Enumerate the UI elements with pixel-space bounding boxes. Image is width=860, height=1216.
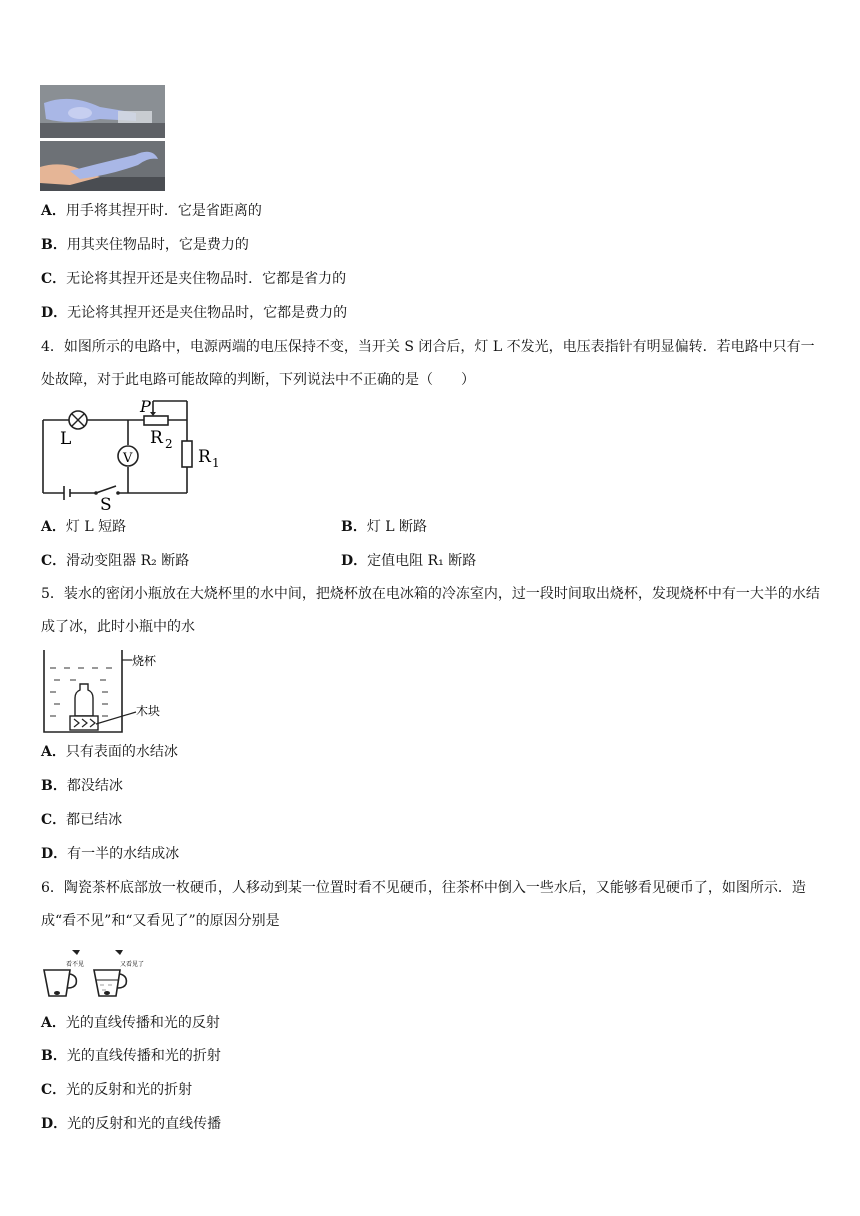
- option-key: A．: [41, 1015, 66, 1031]
- option-key: C．: [41, 812, 67, 828]
- clip-photo: [40, 85, 165, 191]
- option-text: 灯 L 断路: [366, 519, 428, 535]
- q6-stem: 6．陶瓷茶杯底部放一枚硬币，人移动到某一位置时看不见硬币，往茶杯中倒入一些水后，又能够看见硬币了，如图所示．造成“看不见”和“又看见了”的原因分别是: [41, 880, 806, 929]
- q5-option-d[interactable]: [41, 844, 179, 864]
- q5-option-a[interactable]: [41, 742, 178, 762]
- option-text: 都没结冰: [66, 778, 123, 794]
- resistor-label: R: [198, 447, 211, 467]
- option-key: B．: [41, 237, 67, 253]
- resistor-sub: 1: [212, 456, 220, 470]
- q6-option-a[interactable]: [41, 1013, 220, 1033]
- rheostat-sub: 2: [165, 437, 173, 451]
- option-key: C．: [41, 553, 67, 569]
- q5-option-b[interactable]: [41, 776, 123, 796]
- option-key: A．: [41, 203, 66, 219]
- option-key: D．: [341, 553, 368, 569]
- option-text: 无论将其捏开还是夹住物品时，它都是费力的: [67, 305, 348, 321]
- option-text: 有一半的水结成冰: [67, 846, 180, 862]
- option-text: 光的直线传播和光的反射: [65, 1015, 220, 1031]
- cup-coin-diagram: [40, 946, 160, 1000]
- q4-option-d[interactable]: [341, 551, 476, 571]
- slider-label: P: [140, 398, 151, 416]
- q4-stem: 4．如图所示的电路中，电源两端的电压保持不变，当开关 S 闭合后，灯 L 不发光，电压表指针有明显偏转．若电路中只有一处故障，对于此电路可能故障的判断，下列说法中不正确的是（ ）: [41, 339, 815, 388]
- option-text: 只有表面的水结冰: [65, 744, 178, 760]
- lamp-icon: [69, 411, 87, 429]
- eye-icon: [115, 950, 123, 955]
- q6-option-b[interactable]: [41, 1046, 221, 1066]
- q4-option-c[interactable]: [41, 551, 189, 571]
- option-text: 光的反射和光的折射: [66, 1082, 193, 1098]
- q6-option-c[interactable]: [41, 1080, 192, 1100]
- option-key: A．: [41, 744, 66, 760]
- switch-label: S: [100, 495, 112, 513]
- q3-option-d[interactable]: [41, 303, 347, 323]
- q3-option-b[interactable]: [41, 235, 249, 255]
- q3-option-c[interactable]: [41, 269, 346, 289]
- q5-option-c[interactable]: [41, 810, 122, 830]
- voltmeter-label: V: [123, 451, 133, 466]
- q5-stem: 5．装水的密闭小瓶放在大烧杯里的水中间，把烧杯放在电冰箱的冷冻室内，过一段时间取出烧杯，发现烧杯中有一大半的水结成了冰，此时小瓶中的水: [41, 586, 820, 635]
- beaker-diagram: [40, 648, 170, 736]
- rheostat-label: R: [150, 428, 163, 448]
- option-key: B．: [341, 519, 367, 535]
- q4-option-a[interactable]: [41, 517, 126, 537]
- q3-option-a[interactable]: [41, 201, 262, 221]
- option-text: 定值电阻 R₁ 断路: [367, 553, 477, 569]
- cup-left-label: 看不见: [66, 961, 85, 968]
- option-key: D．: [41, 846, 68, 862]
- option-key: B．: [41, 1048, 67, 1064]
- option-text: 光的直线传播和光的折射: [66, 1048, 221, 1064]
- option-key: D．: [41, 305, 68, 321]
- option-text: 都已结冰: [66, 812, 123, 828]
- q4-option-b[interactable]: [341, 517, 427, 537]
- q6-option-d[interactable]: [41, 1114, 221, 1134]
- option-key: B．: [41, 778, 67, 794]
- block-label: 木块: [136, 704, 161, 718]
- lamp-label: L: [60, 429, 72, 449]
- option-text: 用其夹住物品时，它是费力的: [66, 237, 249, 253]
- option-key: C．: [41, 1082, 67, 1098]
- option-text: 滑动变阻器 R₂ 断路: [66, 553, 190, 569]
- option-text: 光的反射和光的直线传播: [67, 1116, 222, 1132]
- option-text: 无论将其捏开还是夹住物品时．它都是省力的: [66, 271, 347, 287]
- eye-icon: [72, 950, 80, 955]
- beaker-label: 烧杯: [132, 654, 157, 668]
- option-key: D．: [41, 1116, 68, 1132]
- option-key: A．: [41, 519, 66, 535]
- option-key: C．: [41, 271, 67, 287]
- option-text: 用手将其捏开时．它是省距离的: [65, 203, 262, 219]
- circuit-diagram: [40, 398, 225, 513]
- cup-right-label: 又看见了: [120, 961, 145, 968]
- option-text: 灯 L 短路: [65, 519, 127, 535]
